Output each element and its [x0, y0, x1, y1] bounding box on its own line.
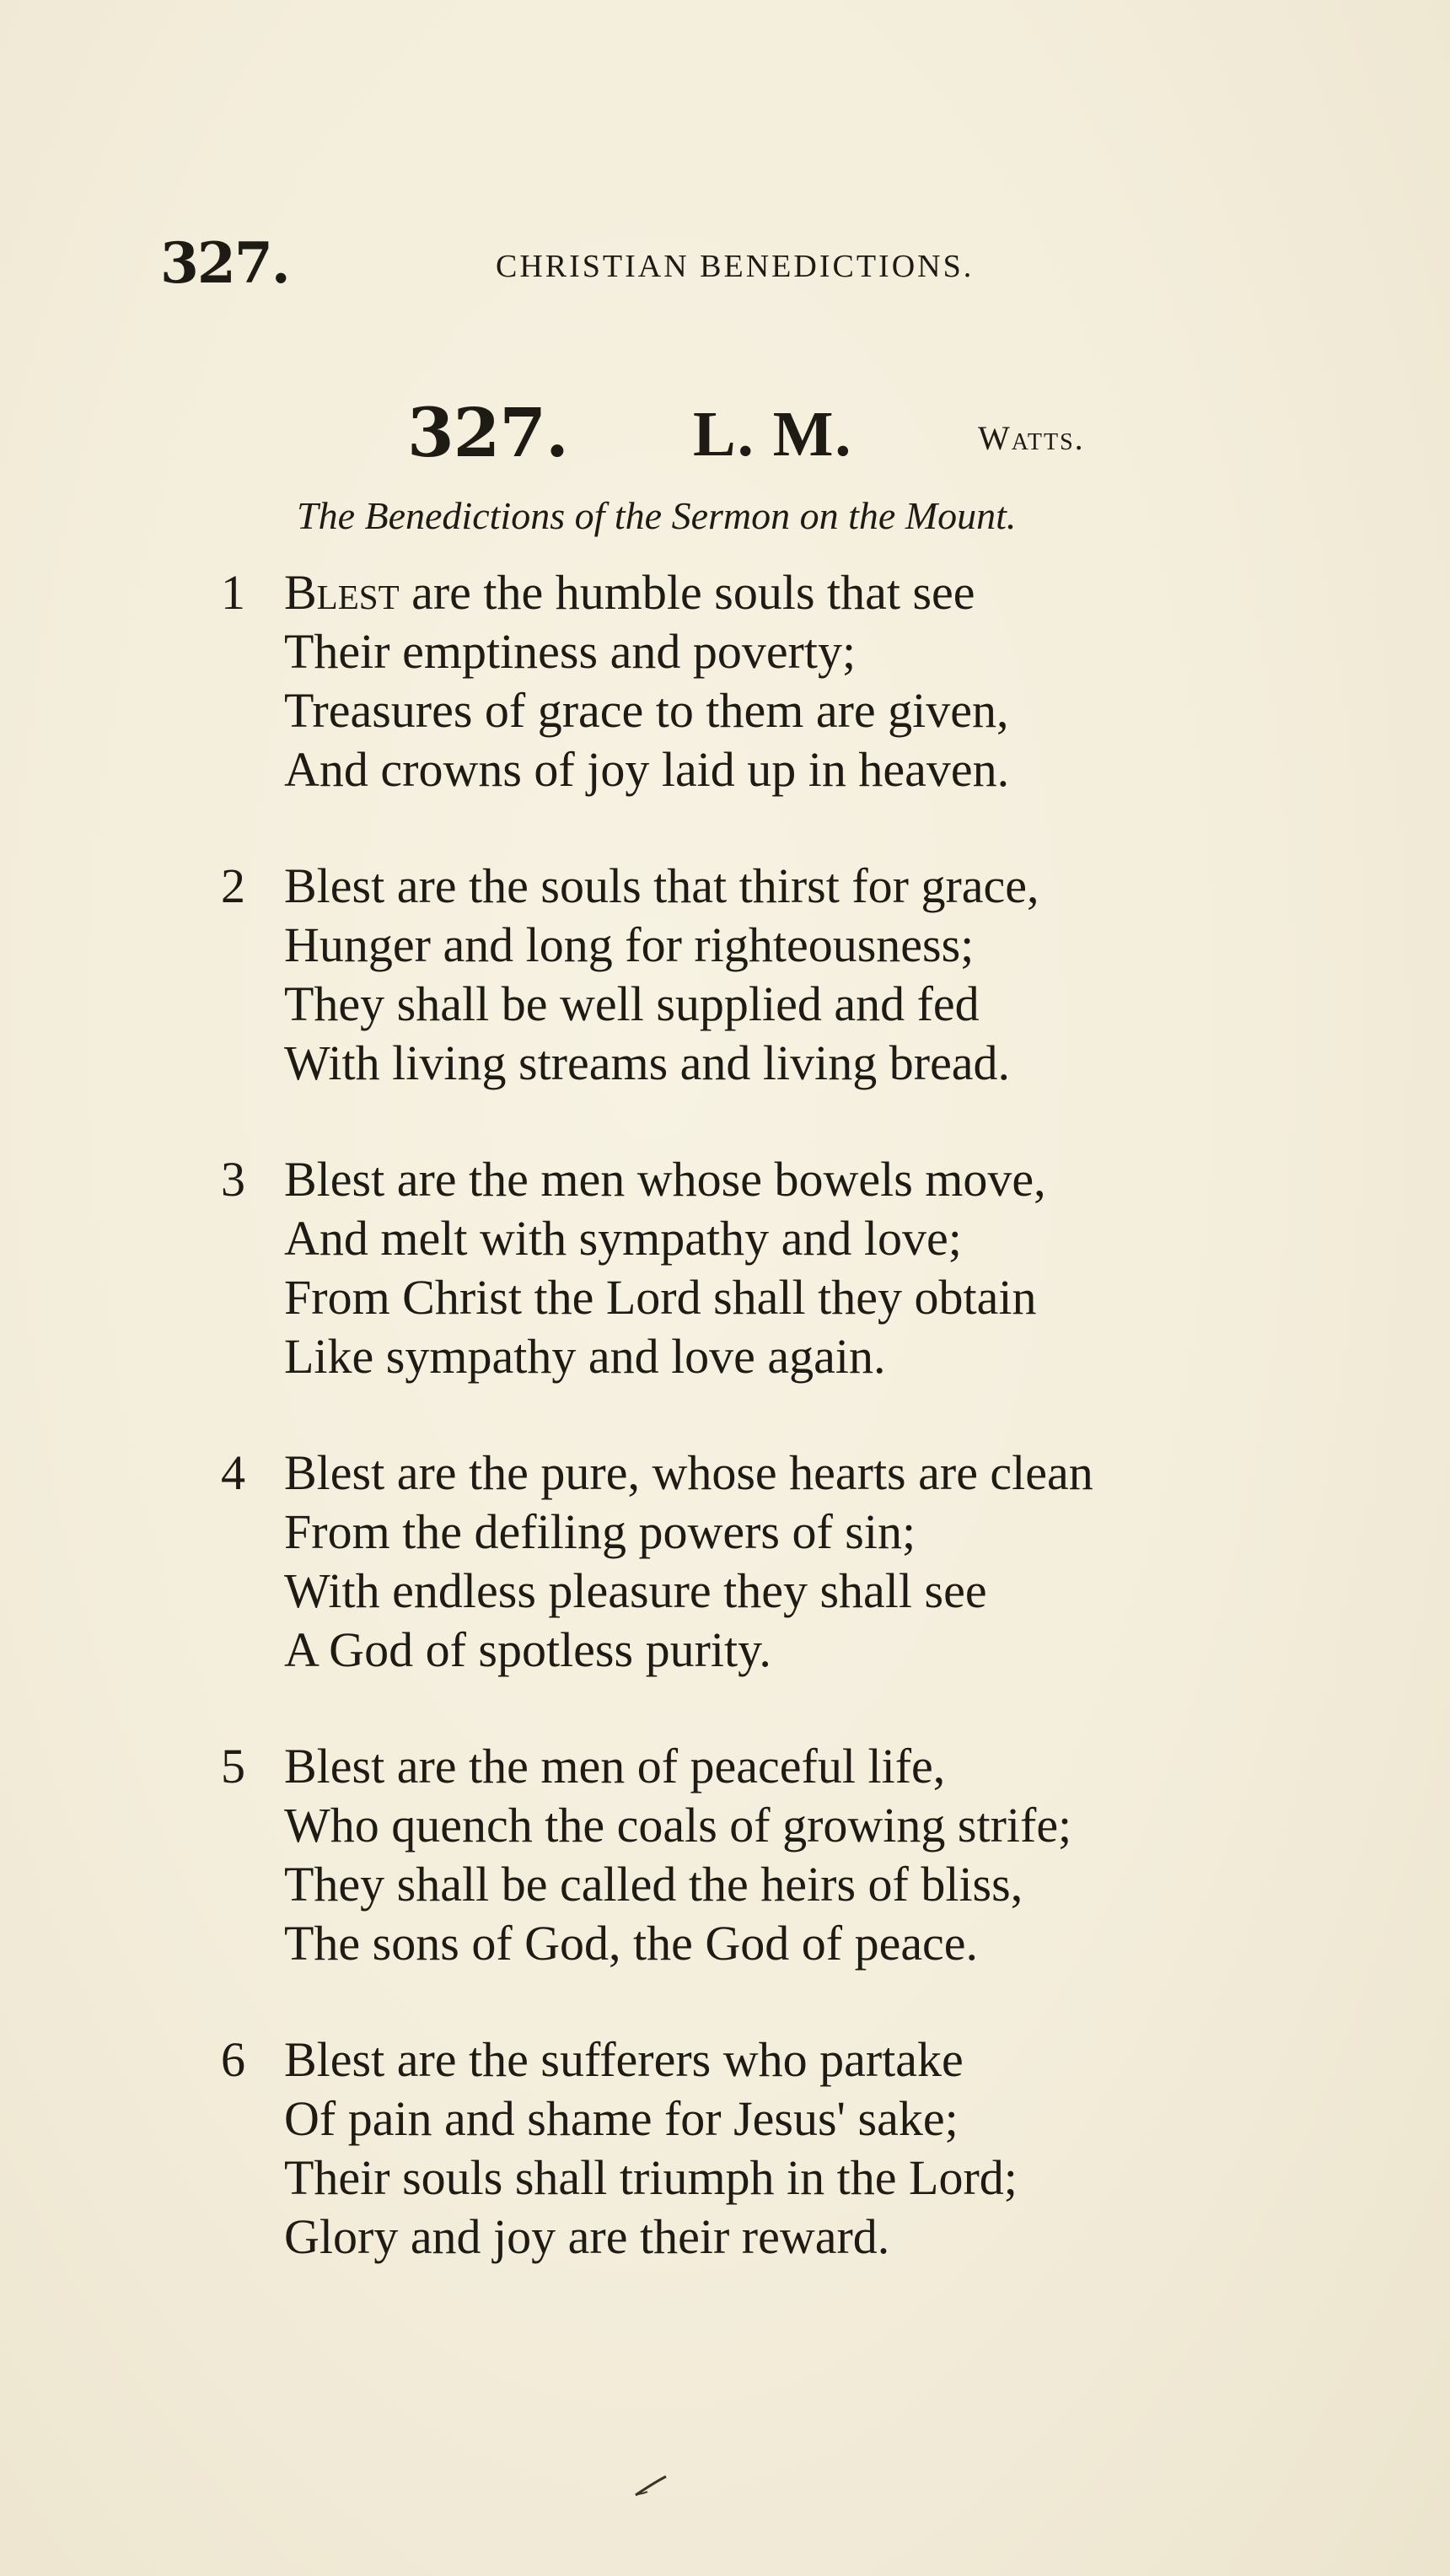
stanza-5: [221, 1737, 1401, 1973]
stanza-number: 5: [221, 1739, 245, 1794]
hymn-author: Watts.: [978, 419, 1085, 457]
hymn-number: 327.: [407, 393, 568, 472]
stanza-line: Of pain and shame for Jesus' sake;: [284, 2091, 959, 2146]
first-line-rest: are the humble souls that see: [399, 565, 975, 620]
stanza-line: [284, 563, 1401, 622]
stanza-line: Treasures of grace to them are given,: [284, 683, 1009, 738]
running-head-title: CHRISTIAN BENEDICTIONS.: [496, 249, 975, 284]
stanza-line: And crowns of joy laid up in heaven.: [284, 742, 1010, 797]
stanza-line: With living streams and living bread.: [284, 1035, 1011, 1090]
stanza-6: [221, 2030, 1401, 2267]
stanza-3: [221, 1150, 1401, 1386]
stanza-line: They shall be called the heirs of bliss,: [284, 1857, 1023, 1912]
stanza-1: [221, 563, 1401, 799]
stanza-line: Blest are the sufferers who partake: [284, 2032, 964, 2087]
stanza-line: Blest are the men of peaceful life,: [284, 1739, 946, 1794]
stanza-number: 2: [221, 858, 245, 913]
stanza-line: Their souls shall triumph in the Lord;: [284, 2150, 1018, 2205]
stanza-line: The sons of God, the God of peace.: [284, 1916, 979, 1971]
stanza-line: From the defiling powers of sin;: [284, 1504, 916, 1559]
stanza-line: Like sympathy and love again.: [284, 1329, 886, 1384]
stanza-line: Hunger and long for righteousness;: [284, 917, 975, 972]
stanza-list: [221, 563, 1401, 2324]
hymn-subtitle: The Benedictions of the Sermon on the Mount.: [297, 494, 1017, 537]
hymn-meter: L. M.: [693, 399, 853, 470]
stanza-number: 3: [221, 1152, 245, 1207]
stanza-line: Blest are the men whose bowels move,: [284, 1152, 1046, 1207]
running-head: [160, 229, 1340, 305]
stanza-line: A God of spotless purity.: [284, 1622, 771, 1677]
ink-mark: [632, 2471, 669, 2504]
stanza-line: Blest are the souls that thirst for grace,: [284, 858, 1039, 913]
first-word-small-caps: Blest: [284, 565, 400, 620]
printer-mark-icon: [632, 2473, 669, 2498]
stanza-2: [221, 857, 1401, 1093]
stanza-line: Glory and joy are their reward.: [284, 2209, 890, 2264]
stanza-number: 4: [221, 1445, 245, 1500]
stanza-number: 1: [221, 565, 245, 620]
stanza-line: And melt with sympathy and love;: [284, 1211, 962, 1266]
stanza-line: Their emptiness and poverty;: [284, 624, 857, 679]
stanza-line: They shall be well supplied and fed: [284, 976, 980, 1031]
stanza-line: Blest are the pure, whose hearts are clean: [284, 1445, 1093, 1500]
hymn-header: [0, 395, 1450, 471]
running-head-hymn-number: 327.: [160, 230, 289, 296]
stanza-4: [221, 1444, 1401, 1680]
stanza-number: 6: [221, 2032, 245, 2087]
stanza-line: With endless pleasure they shall see: [284, 1563, 987, 1618]
stanza-line: From Christ the Lord shall they obtain: [284, 1270, 1037, 1325]
stanza-line: Who quench the coals of growing strife;: [284, 1798, 1072, 1853]
